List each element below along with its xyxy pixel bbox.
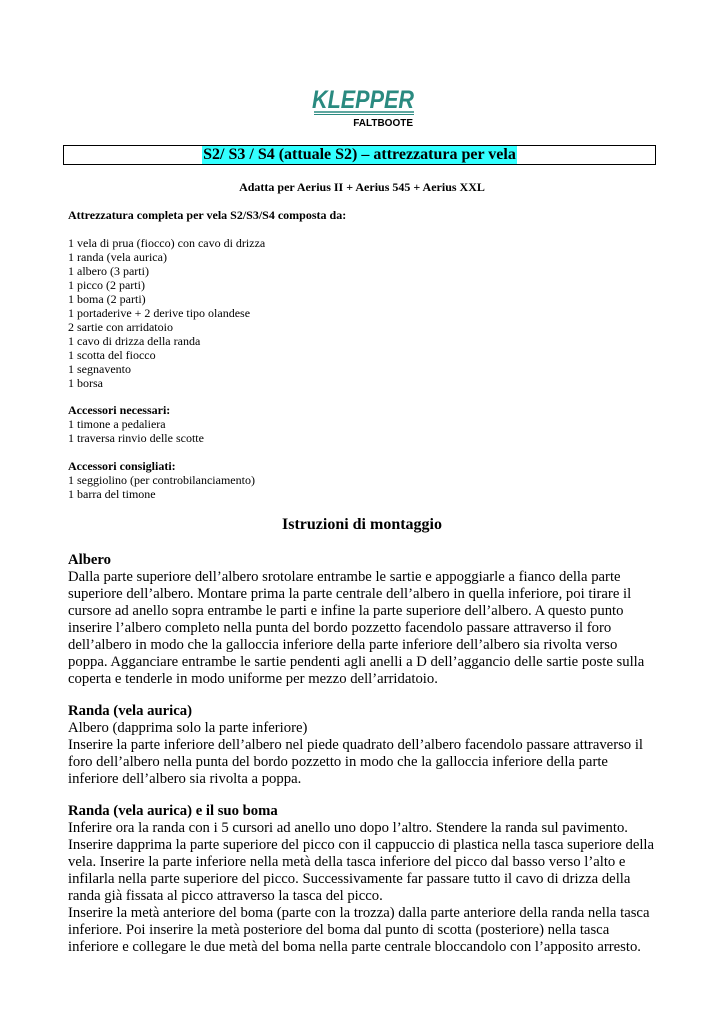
recommended-section bbox=[68, 459, 668, 501]
text-line: Inserire dapprima la parte superiore del picco con il cappuccio di plastica nella tasca superiore della bbox=[68, 837, 655, 853]
text-line: Inserire la parte inferiore dell’albero nel piede quadrato dell’albero facendolo passare attraverso il bbox=[68, 737, 643, 753]
instructions-title: Istruzioni di montaggio bbox=[281, 516, 442, 533]
logo-sub: FALTBOOTE bbox=[353, 118, 413, 129]
list-item: 1 cavo di drizza della randa bbox=[68, 334, 201, 348]
list-item: 1 traversa rinvio delle scotte bbox=[68, 431, 204, 445]
list-item: 1 portaderive + 2 derive tipo olandese bbox=[68, 306, 251, 320]
text-line: Inserire la metà anteriore del boma (parte con la trozza) dalla parte anteriore della randa nella tasca bbox=[68, 905, 650, 921]
list-item: 1 borsa bbox=[68, 376, 103, 390]
section-albero bbox=[68, 552, 658, 688]
text-line: Dalla parte superiore dell’albero srotolare entrambe le sartie e appoggiarle a fianco della parte bbox=[68, 569, 621, 585]
list-item: 1 albero (3 parti) bbox=[68, 264, 149, 278]
section-randa bbox=[68, 703, 658, 788]
logo-graphic bbox=[310, 85, 416, 129]
klepper-logo bbox=[310, 85, 416, 129]
list-item: 1 vela di prua (fiocco) con cavo di drizza bbox=[68, 236, 266, 250]
list-item: 1 scotta del fiocco bbox=[68, 348, 156, 362]
text-line: inserire l’albero completo nella punta del bordo pozzetto facendolo passare attraverso il foro bbox=[68, 620, 612, 636]
section-heading: Albero bbox=[68, 552, 111, 568]
list-item: 1 timone a pedaliera bbox=[68, 417, 166, 431]
list-item: 2 sartie con arridatoio bbox=[68, 320, 173, 334]
required-section bbox=[68, 403, 668, 445]
text-line: inferiore. Poi inserire la metà posteriore del boma dal punto di scotta (posteriore) nella tasca bbox=[68, 922, 610, 938]
text-line: dell’albero in modo che la galloccia inferiore della parte inferiore dell’albero sia rivolta verso bbox=[68, 637, 618, 653]
text-line: infilarla nella parte superiore del picco. Successivamente far passare tutto il cavo di drizza della bbox=[68, 871, 631, 887]
text-line: coperta e tenderle in modo uniforme per mezzo dell’arridatoio. bbox=[68, 671, 438, 687]
recommended-heading: Accessori consigliati: bbox=[68, 459, 176, 473]
text-line: inferiore e collegare le due metà del boma nella parte centrale bloccandolo con l’apposito arresto. bbox=[68, 939, 641, 955]
text-line: inferiore dell’albero sia rivolta a poppa. bbox=[68, 771, 302, 787]
section-randa-boma bbox=[68, 803, 658, 956]
kit-heading: Attrezzatura completa per vela S2/S3/S4 composta da: bbox=[68, 208, 347, 222]
title-box bbox=[63, 145, 656, 165]
text-line: Albero (dapprima solo la parte inferiore) bbox=[68, 720, 308, 736]
section-heading: Randa (vela aurica) e il suo boma bbox=[68, 803, 278, 819]
text-line: foro dell’albero nella punta del bordo pozzetto in modo che la galloccia inferiore della parte bbox=[68, 754, 608, 770]
text-line: randa già fissata al picco attraverso la tasca del picco. bbox=[68, 888, 383, 904]
section-heading: Randa (vela aurica) bbox=[68, 703, 193, 719]
list-item: 1 segnavento bbox=[68, 362, 131, 376]
list-item: 1 seggiolino (per controbilanciamento) bbox=[68, 473, 255, 487]
text-line: superiore dell’albero. Montare prima la parte centrale dell’albero in quella inferiore, poi tirare il bbox=[68, 586, 632, 602]
subtitle: Adatta per Aerius II + Aerius 545 + Aerius XXL bbox=[239, 180, 485, 194]
required-heading: Accessori necessari: bbox=[68, 403, 171, 417]
list-item: 1 picco (2 parti) bbox=[68, 278, 145, 292]
logo-brand: KLEPPER bbox=[312, 86, 414, 114]
document-title: S2/ S3 / S4 (attuale S2) – attrezzatura per vela bbox=[203, 146, 516, 163]
text-line: Inferire ora la randa con i 5 cursori ad anello uno dopo l’altro. Stendere la randa sul pavimento. bbox=[68, 820, 628, 836]
text-line: vela. Inserire la parte inferiore nella metà della tasca inferiore del picco dal basso verso l’alto e bbox=[68, 854, 626, 870]
text-line: poppa. Agganciare entrambe le sartie pendenti agli anelli a D dell’aggancio delle sartie poste sulla bbox=[68, 654, 645, 670]
list-item: 1 barra del timone bbox=[68, 487, 156, 501]
list-item: 1 boma (2 parti) bbox=[68, 292, 146, 306]
kit-section bbox=[68, 208, 668, 390]
list-item: 1 randa (vela aurica) bbox=[68, 250, 167, 264]
text-line: cursore ad anello sopra entrambe le parti e infine la parte superiore dell’albero. A questo punto bbox=[68, 603, 624, 619]
